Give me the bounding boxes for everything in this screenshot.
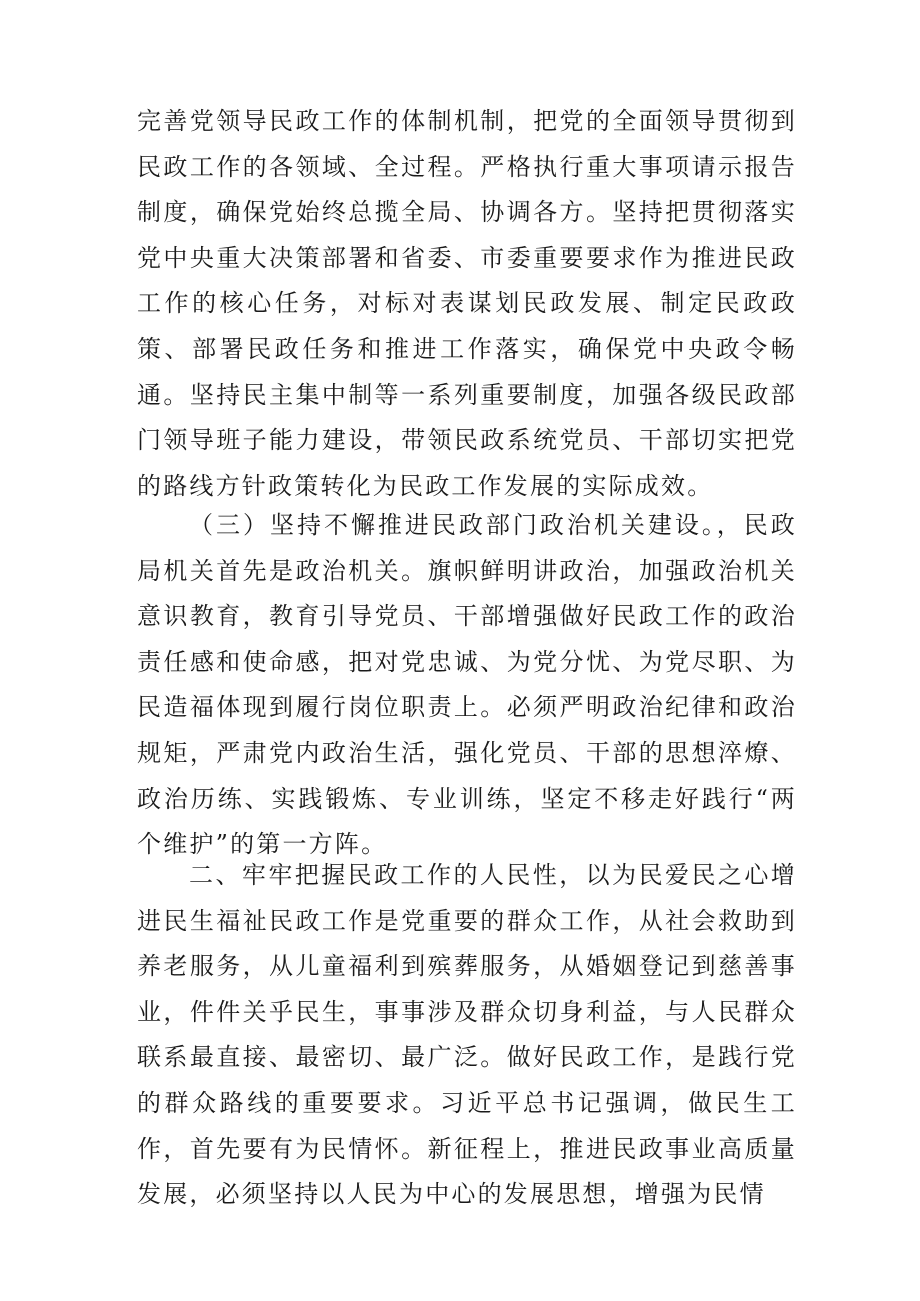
body-paragraph-1: 完善党领导民政工作的体制机制，把党的全面领导贯彻到民政工作的各领域、全过程。严格执行重大事项请示报告制度，确保党始终总揽全局、协调各方。坚持把贯彻落实党中央重大决策部署和省委、市委重要要求作为推进民政工作的核心任务，对标对表谋划民政发展、制定民政政策、部署民政任务和推进工作落实，确保党中央政令畅通。坚持民主集中制等一系列重要制度，加强各级民政部门领导班子能力建设，带领民政系统党员、干部切实把党的路线方针政策转化为民政工作发展的实际成效。 [137, 107, 797, 500]
body-paragraph-3: 二、牢牢把握民政工作的人民性，以为民爱民之心增进民生福祉民政工作是党重要的群众工作，从社会救助到养老服务，从儿童福利到殡葬服务，从婚姻登记到慈善事业，件件关乎民生，事事涉及群众切身利益，与人民群众联系最直接、最密切、最广泛。做好民政工作，是践行党的群众路线的重要要求。习近平总书记强调，做民生工作，首先要有为民情怀。新征程上，推进民政事业高质量发展，必须坚持以人民为中心的发展思想，增强为民情 [137, 861, 797, 1209]
body-paragraph-2: （三）坚持不懈推进民政部门政治机关建设。，民政局机关首先是政治机关。旗帜鲜明讲政治，加强政治机关意识教育，教育引导党员、干部增强做好民政工作的政治责任感和使命感，把对党忠诚、为党分忧、为党尽职、为民造福体现到履行岗位职责上。必须严明政治纪律和政治规矩，严肃党内政治生活，强化党员、干部的思想淬燎、政治历练、实践锻炼、专业训练，坚定不移走好践行“两个维护”的第一方阵。 [137, 511, 797, 859]
